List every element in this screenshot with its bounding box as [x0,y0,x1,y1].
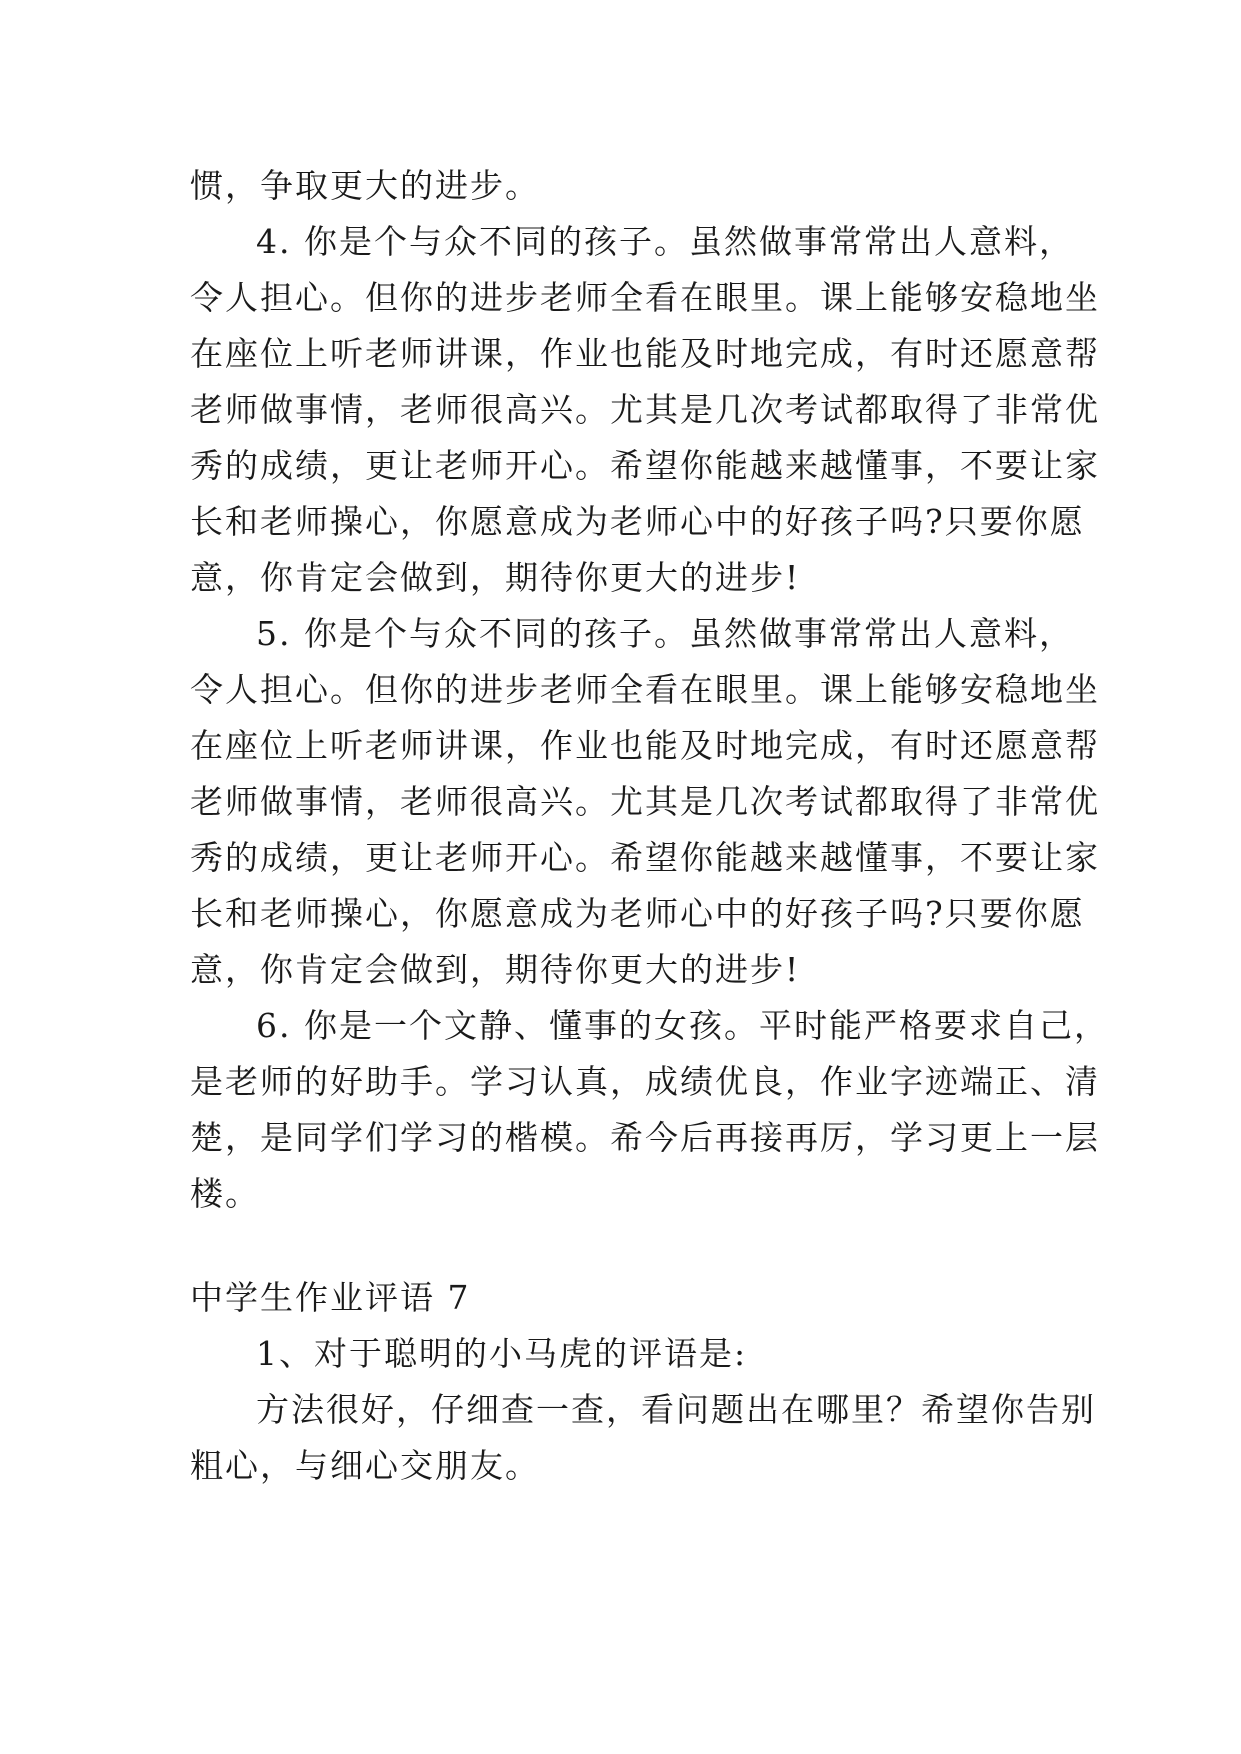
text-line: 老师做事情，老师很高兴。尤其是几次考试都取得了非常优 [190,782,1100,821]
text-line: 秀的成绩，更让老师开心。希望你能越来越懂事，不要让家 [190,446,1100,485]
text-line: 长和老师操心，你愿意成为老师心中的好孩子吗?只要你愿 [190,502,1085,541]
text-line: 方法很好，仔细查一查，看问题出在哪里？希望你告别 [256,1390,1096,1429]
text-line: 粗心，与细心交朋友。 [190,1446,540,1485]
text-line: 5. 你是个与众不同的孩子。虽然做事常常出人意料， [256,614,1074,653]
text-line: 意，你肯定会做到，期待你更大的进步! [190,950,801,989]
section-heading: 中学生作业评语 7 [190,1278,471,1317]
text-line: 意，你肯定会做到，期待你更大的进步! [190,558,801,597]
text-line: 在座位上听老师讲课，作业也能及时地完成，有时还愿意帮 [190,334,1100,373]
text-line: 老师做事情，老师很高兴。尤其是几次考试都取得了非常优 [190,390,1100,429]
text-line: 惯，争取更大的进步。 [190,166,540,205]
text-line: 6. 你是一个文静、懂事的女孩。平时能严格要求自己， [256,1006,1109,1045]
text-line: 是老师的好助手。学习认真，成绩优良，作业字迹端正、清 [190,1062,1100,1101]
text-line: 4. 你是个与众不同的孩子。虽然做事常常出人意料， [256,222,1074,261]
text-line: 令人担心。但你的进步老师全看在眼里。课上能够安稳地坐 [190,278,1100,317]
text-line: 在座位上听老师讲课，作业也能及时地完成，有时还愿意帮 [190,726,1100,765]
text-line: 楼。 [190,1174,260,1213]
text-line: 1、对于聪明的小马虎的评语是: [256,1334,748,1373]
text-line: 楚，是同学们学习的楷模。希今后再接再厉，学习更上一层 [190,1118,1100,1157]
text-line: 长和老师操心，你愿意成为老师心中的好孩子吗?只要你愿 [190,894,1085,933]
text-line: 令人担心。但你的进步老师全看在眼里。课上能够安稳地坐 [190,670,1100,709]
text-line: 秀的成绩，更让老师开心。希望你能越来越懂事，不要让家 [190,838,1100,877]
